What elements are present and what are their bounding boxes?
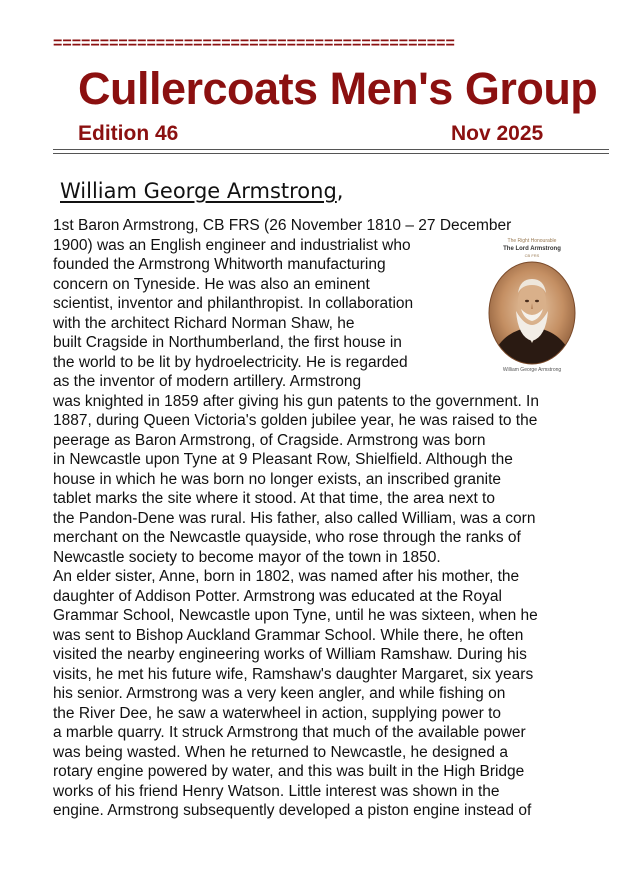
article-line: peerage as Baron Armstrong, of Cragside. Armstrong was born [53, 431, 486, 449]
portrait-caption-sub: CB FRS [524, 253, 540, 258]
article-line: founded the Armstrong Whitworth manufacturing [53, 256, 386, 273]
article-line: was sent to Bishop Auckland Grammar School. While there, he often [53, 626, 524, 644]
article-line: as the inventor of modern artillery. Armstrong [53, 373, 362, 390]
portrait-caption-bottom: William George Armstrong [502, 367, 562, 373]
article-line: 1st Baron Armstrong, CB FRS (26 November 1810 – 27 December [53, 217, 512, 234]
article-line: merchant on the Newcastle quayside, who rose through the ranks of [53, 529, 521, 546]
article-line: Grammar School, Newcastle upon Tyne, until he was sixteen, when he [53, 607, 538, 624]
article-line: his senior. Armstrong was a very keen angler, and while fishing on [53, 685, 506, 702]
article-line: An elder sister, Anne, born in 1802, was named after his mother, the [53, 568, 520, 585]
article-title-suffix: , [336, 179, 344, 203]
edition-date: Nov 2025 [451, 122, 544, 145]
article-line: was being wasted. When he returned to Newcastle, he designed a [53, 743, 508, 761]
header-dash-rule: =========================================== [53, 36, 455, 52]
article-line: scientist, inventor and philanthropist. In collaboration [53, 295, 414, 312]
article-line: visits, he met his future wife, Ramshaw's daughter Margaret, six years [53, 665, 534, 683]
newsletter-title: Cullercoats Men's Group [78, 63, 598, 114]
article-line: with the architect Richard Norman Shaw, he [53, 314, 355, 332]
edition-number: Edition 46 [78, 122, 179, 145]
article-line: rotary engine powered by water, and this was built in the High Bridge [53, 763, 525, 780]
article-line: concern on Tyneside. He was also an eminent [53, 275, 370, 293]
article-line: tablet marks the site where it stood. At that time, the area next to [53, 490, 495, 507]
article-title-text: William George Armstrong [60, 179, 337, 203]
article-line: the world to be lit by hydroelectricity. He is regarded [53, 353, 408, 371]
article-line: built Cragside in Northumberland, the first house in [53, 334, 402, 351]
article-line: engine. Armstrong subsequently developed a piston engine instead of [53, 802, 532, 819]
header-divider-top [53, 149, 609, 150]
article-line: works of his friend Henry Watson. Little interest was shown in the [53, 782, 500, 800]
article-line: the River Dee, he saw a waterwheel in action, supplying power to [53, 704, 502, 722]
article-line: was knighted in 1859 after giving his gun patents to the government. In [53, 392, 539, 410]
article-line: Newcastle society to become mayor of the town in 1850. [53, 548, 441, 566]
article-body [53, 216, 613, 821]
article-line: daughter of Addison Potter. Armstrong was educated at the Royal [53, 587, 502, 605]
article-line: visited the nearby engineering works of William Ramshaw. During his [53, 646, 527, 663]
article-line: the Pandon-Dene was rural. His father, also called William, was a corn [53, 509, 536, 527]
article-line: a marble quarry. It struck Armstrong that much of the available power [53, 724, 526, 741]
article-title [60, 177, 343, 205]
article-line: 1900) was an English engineer and industrialist who [53, 236, 411, 254]
portrait-caption-name: The Lord Armstrong [503, 246, 561, 252]
article-line: house in which he was born no longer exists, an inscribed granite [53, 470, 502, 488]
article-line: in Newcastle upon Tyne at 9 Pleasant Row, Shielfield. Although the [53, 451, 513, 468]
portrait-caption-top: The Right Honourable [507, 238, 557, 244]
article-line: 1887, during Queen Victoria's golden jubilee year, he was raised to the [53, 412, 538, 429]
header-divider-bottom [53, 153, 609, 154]
